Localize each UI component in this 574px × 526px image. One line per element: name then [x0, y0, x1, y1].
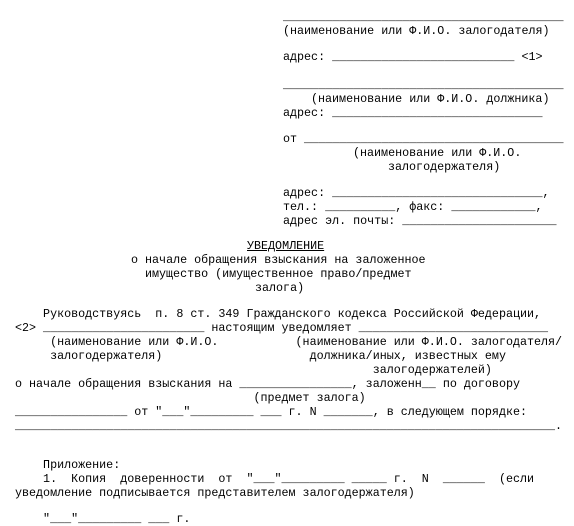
debtor-caption: (наименование или Ф.И.О. должника) [311, 92, 550, 106]
debtor-address: адрес: ______________________________ [283, 106, 543, 120]
body-line-3: (наименование или Ф.И.О. (наименование или Ф.И.О. залогодателя/ [15, 335, 563, 349]
body-line-9: _____________________________________________________________________________. [15, 419, 563, 433]
sender-address: адрес: ______________________________, [283, 186, 550, 200]
attachment-item-1-line-1: 1. Копия доверенности от "___"_________ _____ г. N ______ (если [15, 472, 535, 486]
title-subtitle-2: имущество (имущественное право/предмет [145, 267, 412, 281]
body-line-4: залогодержателя) должника/иных, известных ему [15, 349, 506, 363]
document-title: УВЕДОМЛЕНИЕ [247, 239, 325, 253]
signature-date-line: "___"_________ ___ г. [15, 512, 191, 526]
pledgor-caption: (наименование или Ф.И.О. залогодателя) [283, 24, 550, 38]
body-line-8: ________________ от "___"_________ ___ г. N _______, в следующем порядке: [15, 405, 527, 419]
pledgor-address: адрес: __________________________ <1> [283, 50, 543, 64]
title-subtitle-3: залога) [255, 281, 305, 295]
title-subtitle-1: о начале обращения взыскания на заложенное [131, 253, 426, 267]
sender-email: адрес эл. почты: ______________________ [283, 214, 557, 228]
attachment-item-1-line-2: уведомление подписывается представителем залогодержателя) [15, 486, 415, 500]
body-line-2: <2> _______________________ настоящим уведомляет ___________________________ [15, 321, 549, 335]
body-line-6: о начале обращения взыскания на ________________, заложенн__ по договору [15, 377, 520, 391]
from-caption-1: (наименование или Ф.И.О. [353, 146, 522, 160]
from-line: от _____________________________________ [283, 132, 564, 146]
attachments-heading: Приложение: [15, 458, 121, 472]
from-caption-2: залогодержателя) [388, 160, 501, 174]
sender-contacts: тел.: __________, факс: ____________, [283, 200, 543, 214]
pledgor-name-line: ________________________________________ [283, 10, 564, 24]
body-line-7: (предмет залога) [15, 391, 366, 405]
body-line-5: залогодержателей) [15, 363, 492, 377]
body-line-1: Руководствуясь п. 8 ст. 349 Гражданского кодекса Российской Федерации, [15, 307, 542, 321]
debtor-name-line: ________________________________________ [283, 78, 564, 92]
